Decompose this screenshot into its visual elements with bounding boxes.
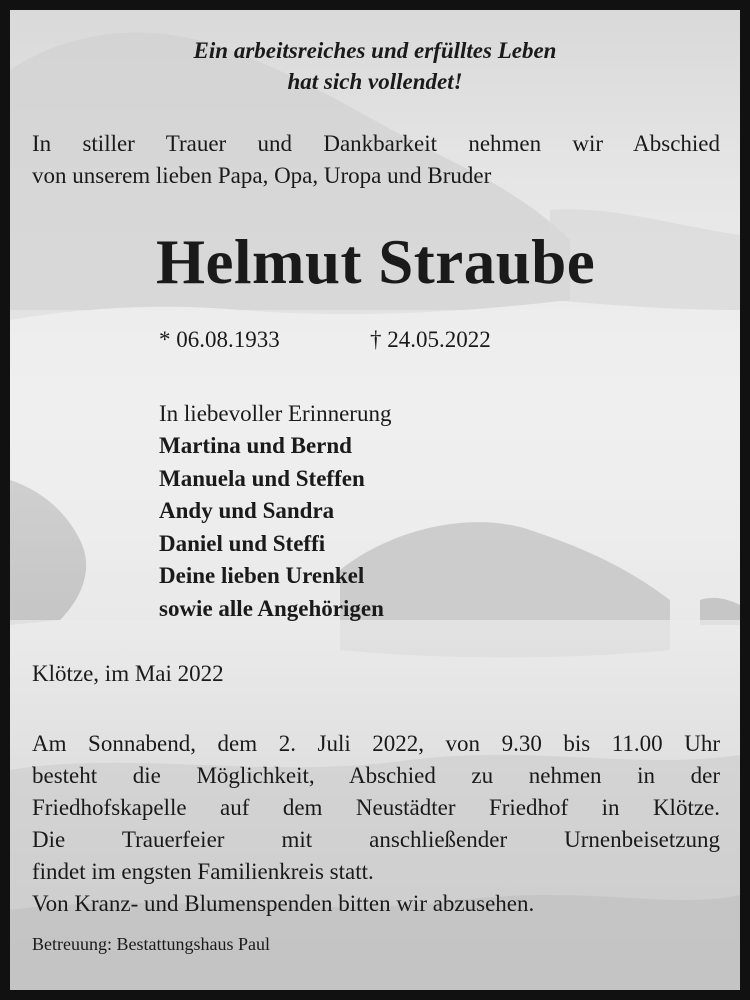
mourner-name: Andy und Sandra [159,498,335,523]
place-date: Klötze, im Mai 2022 [32,661,224,686]
mourner-name: Daniel und Steffi [159,530,326,556]
notice-line-3: Friedhofskapelle auf dem Neustädter Friedhof in Klötze. [32,795,720,820]
death-date: † 24.05.2022 [370,327,491,352]
motto-line-1: Ein arbeitsreiches und erfülltes Leben [193,38,557,63]
intro-line-2: von unserem lieben Papa, Opa, Uropa und Bruder [32,163,492,188]
notice-line-1: Am Sonnabend, dem 2. Juli 2022, von 9.30 bis 11.00 Uhr [32,731,720,756]
mourner-name: Manuela und Steffen [159,465,365,491]
motto-line-2: hat sich vollendet! [287,69,463,94]
deceased-name: Helmut Straube [156,227,596,297]
mourners-list [159,430,384,625]
mourner-name: Martina und Bernd [159,433,352,458]
notice-line-6: Von Kranz- und Blumenspenden bitten wir abzusehen. [32,891,535,916]
birth-date: * 06.08.1933 [159,327,280,352]
obituary-content [10,10,740,990]
notice-line-2: besteht die Möglichkeit, Abschied zu nehmen in der [32,763,720,788]
mourners-intro: In liebevoller Erinnerung [159,401,392,426]
mourner-name: sowie alle Angehörigen [159,595,384,621]
notice-line-5: findet im engsten Familienkreis statt. [32,859,374,884]
intro-line-1: In stiller Trauer und Dankbarkeit nehmen wir Abschied [32,131,720,156]
mourner-name: Deine lieben Urenkel [159,563,365,588]
funeral-home-credit: Betreuung: Bestattungshaus Paul [32,934,270,954]
notice-line-4: Die Trauerfeier mit anschließender Urnenbeisetzung [32,827,720,852]
